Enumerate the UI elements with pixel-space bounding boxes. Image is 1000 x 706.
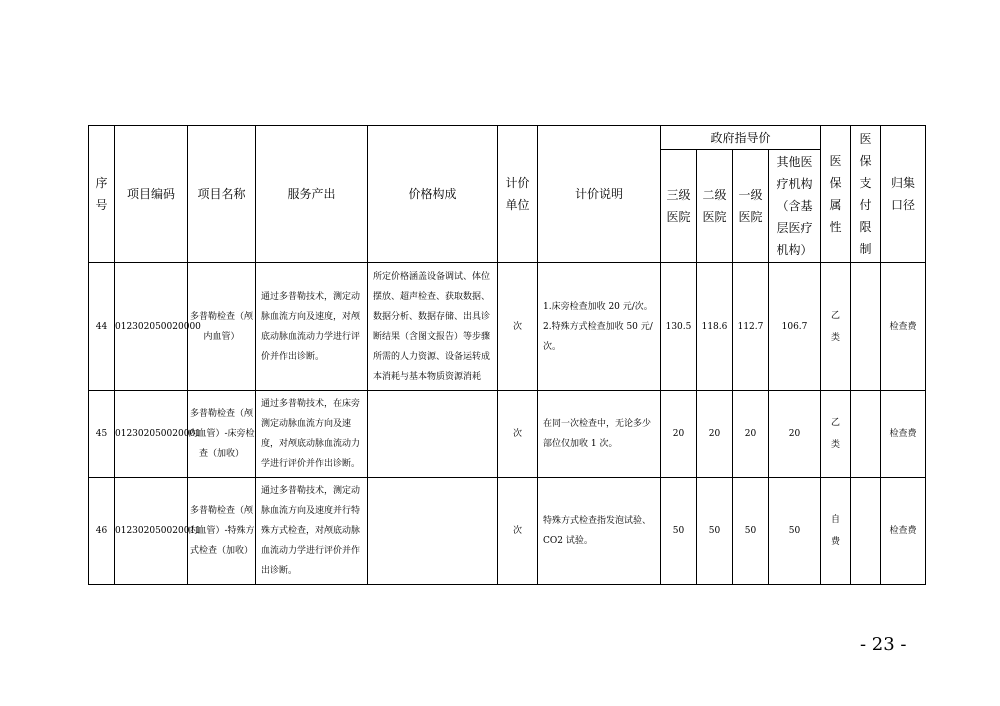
cell-unit: 次 bbox=[498, 478, 538, 585]
cell-code: 012302050020011 bbox=[115, 478, 188, 585]
page-number: - 23 - bbox=[860, 634, 907, 655]
cell-tier3: 130.5 bbox=[661, 263, 697, 391]
header-unit: 计价单位 bbox=[498, 126, 538, 263]
cell-insurance: 自费 bbox=[821, 478, 851, 585]
cell-unit: 次 bbox=[498, 263, 538, 391]
cell-category: 检查费 bbox=[881, 391, 926, 478]
header-other: 其他医疗机构（含基层医疗机构） bbox=[769, 150, 821, 263]
header-price-composition: 价格构成 bbox=[368, 126, 498, 263]
cell-other: 20 bbox=[769, 391, 821, 478]
cell-description: 特殊方式检查指发泡试验、CO2 试验。 bbox=[538, 478, 661, 585]
header-payment-limit: 医保支付限制 bbox=[851, 126, 881, 263]
cell-description: 1.床旁检查加收 20 元/次。2.特殊方式检查加收 50 元/次。 bbox=[538, 263, 661, 391]
cell-seq: 45 bbox=[89, 391, 115, 478]
cell-seq: 46 bbox=[89, 478, 115, 585]
cell-tier2: 50 bbox=[697, 478, 733, 585]
header-gov-price: 政府指导价 bbox=[661, 126, 821, 150]
pricing-table bbox=[88, 125, 926, 585]
table-row bbox=[89, 263, 926, 391]
cell-tier3: 20 bbox=[661, 391, 697, 478]
header-tier2: 二级医院 bbox=[697, 150, 733, 263]
cell-insurance: 乙类 bbox=[821, 391, 851, 478]
cell-description: 在同一次检查中，无论多少部位仅加收 1 次。 bbox=[538, 391, 661, 478]
cell-code: 012302050020001 bbox=[115, 391, 188, 478]
cell-name: 多普勒检查（颅内血管）-床旁检查（加收） bbox=[188, 391, 256, 478]
header-service: 服务产出 bbox=[256, 126, 368, 263]
cell-tier3: 50 bbox=[661, 478, 697, 585]
cell-code: 012302050020000 bbox=[115, 263, 188, 391]
header-seq: 序号 bbox=[89, 126, 115, 263]
cell-limit bbox=[851, 478, 881, 585]
cell-name: 多普勒检查（颅内血管）-特殊方式检查（加收） bbox=[188, 478, 256, 585]
cell-seq: 44 bbox=[89, 263, 115, 391]
header-tier1: 一级医院 bbox=[733, 150, 769, 263]
cell-category: 检查费 bbox=[881, 478, 926, 585]
cell-limit bbox=[851, 391, 881, 478]
cell-limit bbox=[851, 263, 881, 391]
header-insurance: 医保属性 bbox=[821, 126, 851, 263]
header-code: 项目编码 bbox=[115, 126, 188, 263]
cell-price-composition bbox=[368, 478, 498, 585]
cell-tier1: 112.7 bbox=[733, 263, 769, 391]
table-row bbox=[89, 478, 926, 585]
cell-service: 通过多普勒技术，在床旁测定动脉血流方向及速度，对颅底动脉血流动力学进行评价并作出诊断。 bbox=[256, 391, 368, 478]
cell-unit: 次 bbox=[498, 391, 538, 478]
cell-other: 106.7 bbox=[769, 263, 821, 391]
cell-service: 通过多普勒技术，测定动脉血流方向及速度，对颅底动脉血流动力学进行评价并作出诊断。 bbox=[256, 263, 368, 391]
cell-insurance: 乙类 bbox=[821, 263, 851, 391]
cell-price-composition bbox=[368, 391, 498, 478]
cell-other: 50 bbox=[769, 478, 821, 585]
header-category: 归集口径 bbox=[881, 126, 926, 263]
cell-service: 通过多普勒技术，测定动脉血流方向及速度并行特殊方式检查，对颅底动脉血流动力学进行评价并作出诊断。 bbox=[256, 478, 368, 585]
header-description: 计价说明 bbox=[538, 126, 661, 263]
header-name: 项目名称 bbox=[188, 126, 256, 263]
cell-tier1: 50 bbox=[733, 478, 769, 585]
cell-tier1: 20 bbox=[733, 391, 769, 478]
cell-tier2: 20 bbox=[697, 391, 733, 478]
header-tier3: 三级医院 bbox=[661, 150, 697, 263]
cell-price-composition: 所定价格涵盖设备调试、体位摆放、超声检查、获取数据、数据分析、数据存储、出具诊断结果（含图文报告）等步骤所需的人力资源、设备运转成本消耗与基本物质资源消耗 bbox=[368, 263, 498, 391]
table-row bbox=[89, 391, 926, 478]
cell-category: 检查费 bbox=[881, 263, 926, 391]
cell-name: 多普勒检查（颅内血管） bbox=[188, 263, 256, 391]
cell-tier2: 118.6 bbox=[697, 263, 733, 391]
